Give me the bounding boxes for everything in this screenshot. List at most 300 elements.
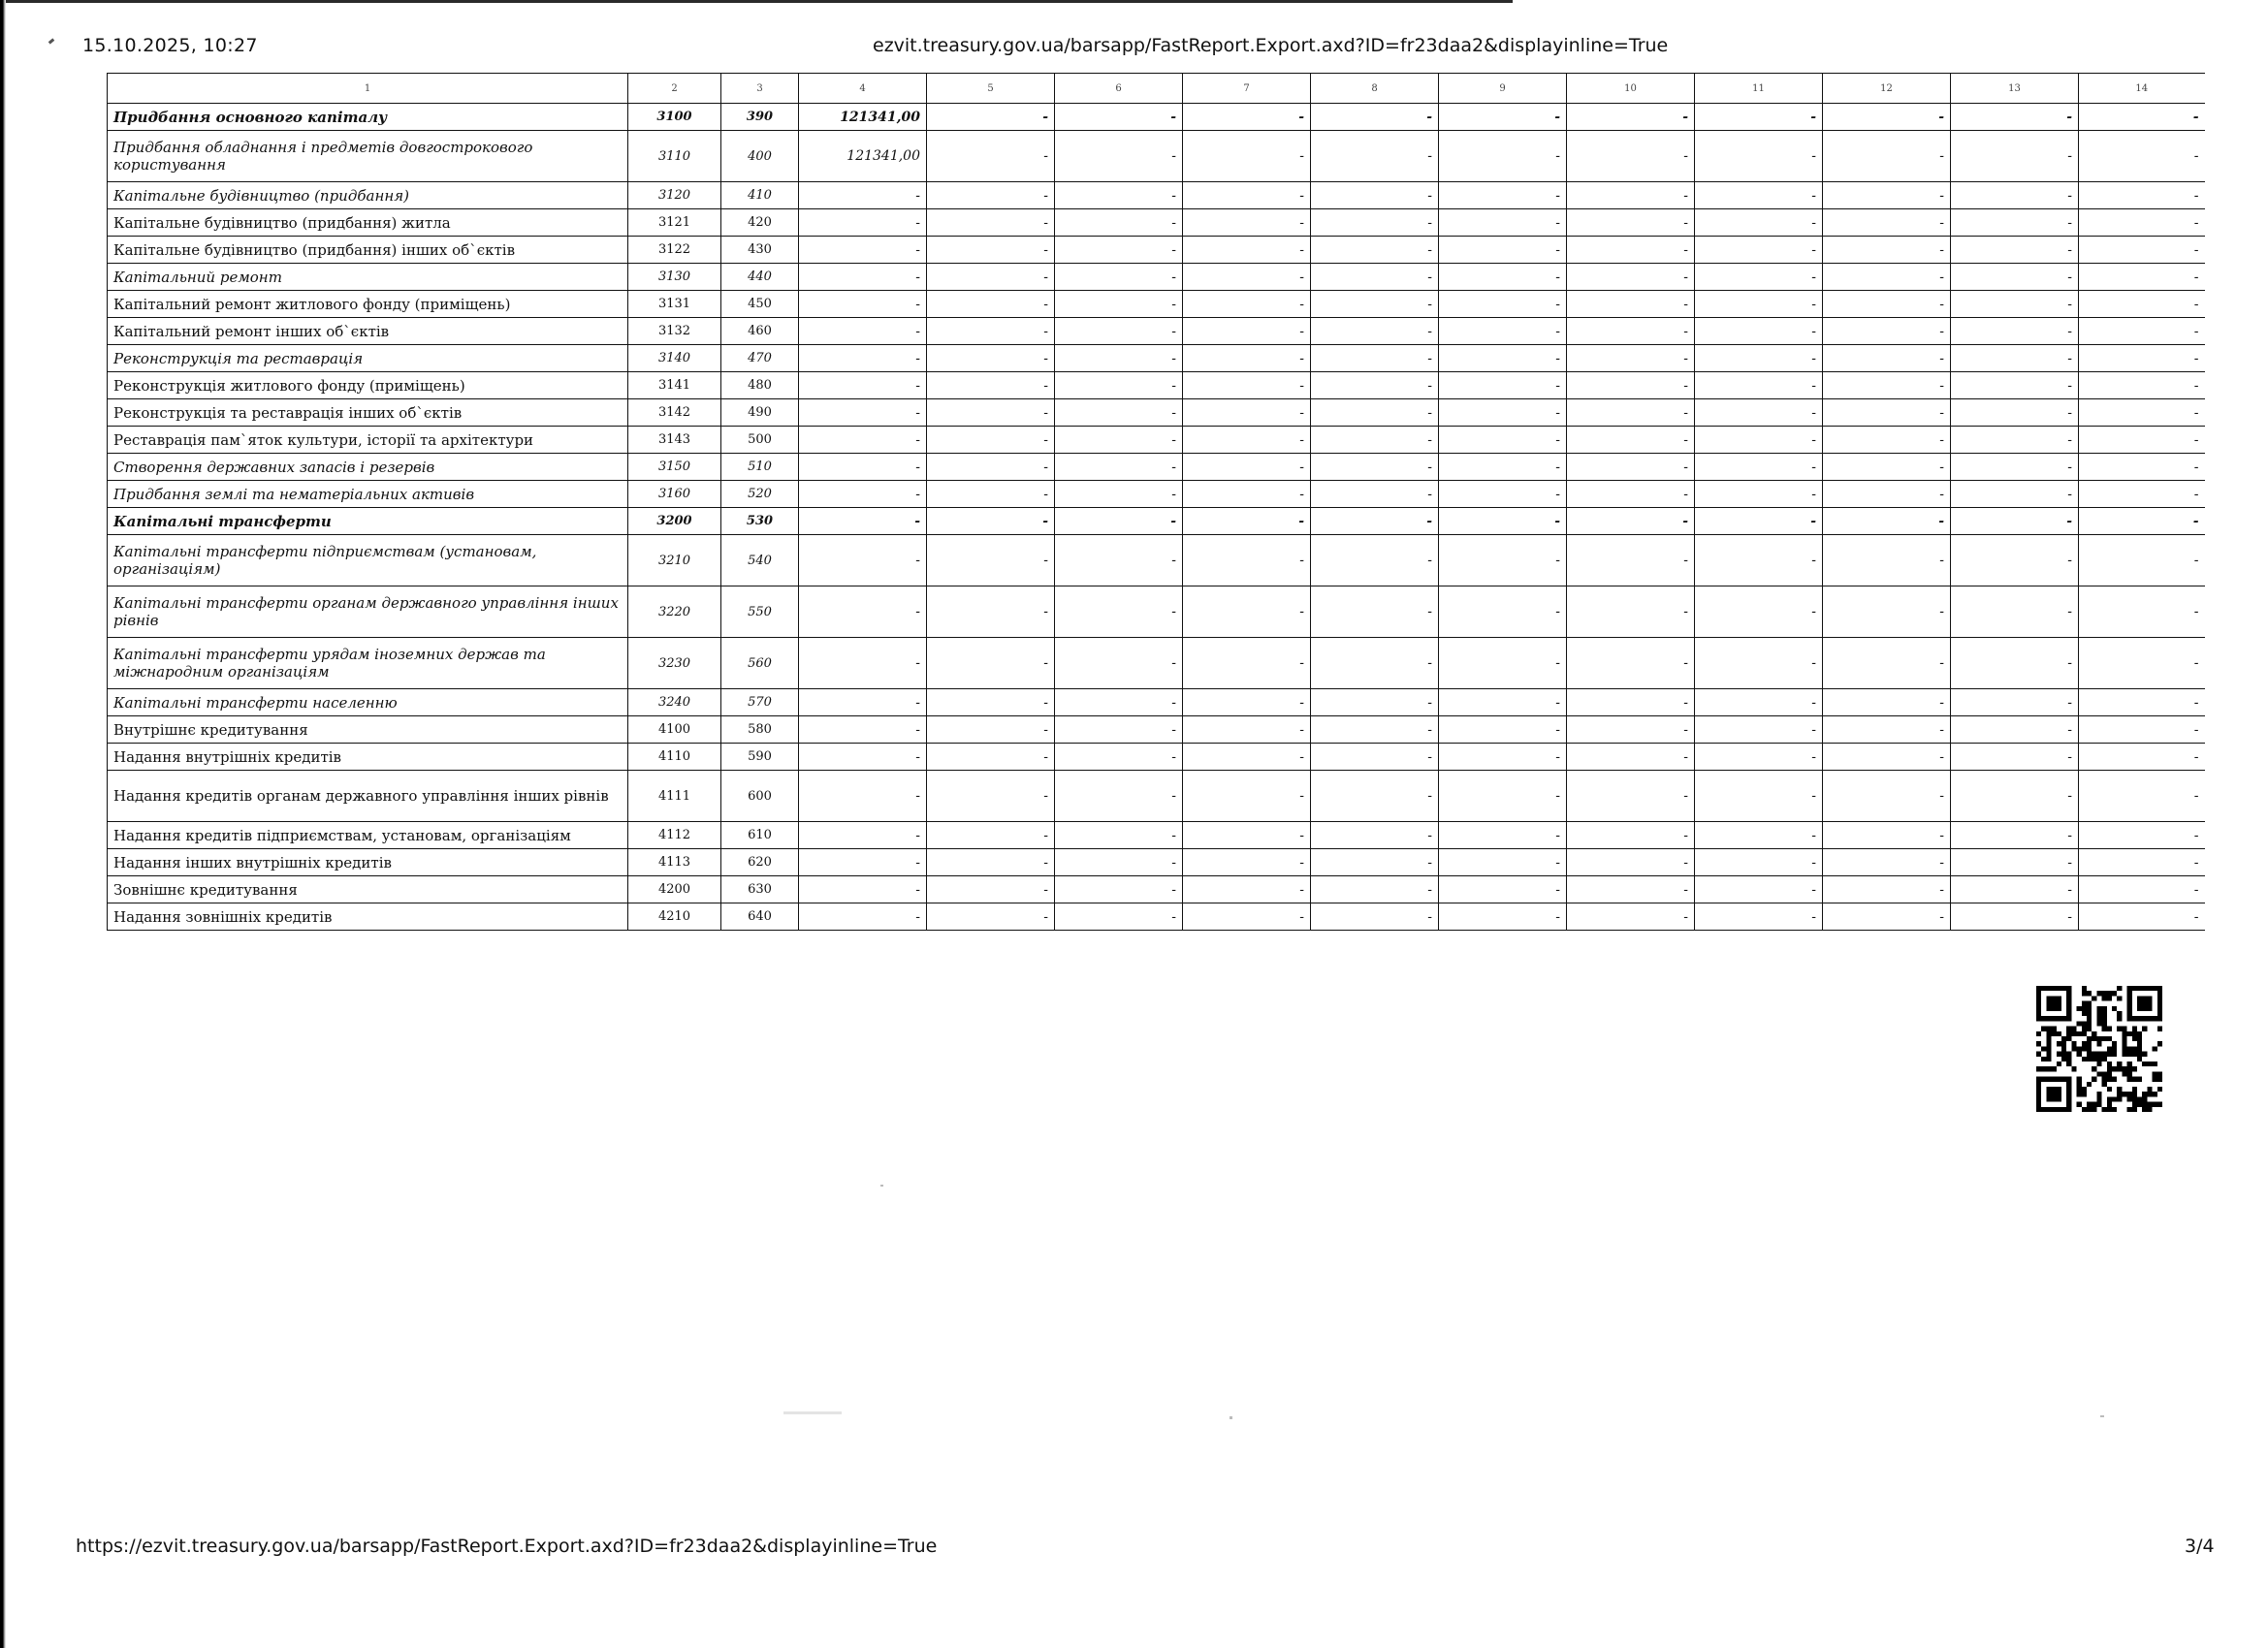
value-col-9: -	[1439, 849, 1567, 876]
value-col-9: -	[1439, 182, 1567, 209]
value-col-7: -	[1183, 237, 1311, 264]
value-col-11: -	[1695, 237, 1823, 264]
value-col-9: -	[1439, 427, 1567, 454]
value-col-6: -	[1055, 237, 1183, 264]
print-datetime: 15.10.2025, 10:27	[82, 35, 258, 56]
value-col-10: -	[1567, 876, 1695, 903]
table-row	[108, 876, 2205, 903]
value-col-14: -	[2079, 689, 2205, 716]
value-col-9: -	[1439, 372, 1567, 399]
column-number: 9	[1439, 74, 1567, 104]
value-col-6: -	[1055, 291, 1183, 318]
value-col-5: -	[927, 372, 1055, 399]
value-col-9: -	[1439, 209, 1567, 237]
value-col-7: -	[1183, 508, 1311, 535]
row-code: 510	[721, 454, 799, 481]
value-col-9: -	[1439, 716, 1567, 744]
scan-edge-top	[0, 0, 1513, 3]
indicator-name: Зовнішнє кредитування	[108, 876, 628, 903]
row-code: 550	[721, 586, 799, 638]
table-row	[108, 209, 2205, 237]
value-col-9: -	[1439, 264, 1567, 291]
print-url-footer: https://ezvit.treasury.gov.ua/barsapp/FastReport.Export.axd?ID=fr23daa2&displayinline=True	[76, 1536, 938, 1557]
value-col-6: -	[1055, 822, 1183, 849]
value-col-14: -	[2079, 131, 2205, 182]
value-col-4: -	[799, 535, 927, 586]
value-col-14: -	[2079, 399, 2205, 427]
value-col-12: -	[1823, 264, 1951, 291]
value-col-9: -	[1439, 454, 1567, 481]
kekv-code: 3140	[628, 345, 721, 372]
indicator-name: Капітальне будівництво (придбання) житла	[108, 209, 628, 237]
value-col-14: -	[2079, 427, 2205, 454]
value-col-6: -	[1055, 771, 1183, 822]
value-col-14: -	[2079, 822, 2205, 849]
kekv-code: 3120	[628, 182, 721, 209]
value-col-11: -	[1695, 427, 1823, 454]
value-col-14: -	[2079, 849, 2205, 876]
value-col-5: -	[927, 104, 1055, 131]
value-col-14: -	[2079, 508, 2205, 535]
value-col-11: -	[1695, 264, 1823, 291]
value-col-5: -	[927, 535, 1055, 586]
value-col-12: -	[1823, 508, 1951, 535]
table-row	[108, 182, 2205, 209]
value-col-14: -	[2079, 345, 2205, 372]
value-col-13: -	[1951, 716, 2079, 744]
value-col-9: -	[1439, 291, 1567, 318]
value-col-4: -	[799, 586, 927, 638]
value-col-8: -	[1311, 237, 1439, 264]
value-col-6: -	[1055, 744, 1183, 771]
kekv-code: 3122	[628, 237, 721, 264]
kekv-code: 3121	[628, 209, 721, 237]
row-code: 410	[721, 182, 799, 209]
scan-edge-left	[0, 0, 6, 1648]
table-row	[108, 345, 2205, 372]
value-col-12: -	[1823, 209, 1951, 237]
column-number: 8	[1311, 74, 1439, 104]
table-row	[108, 689, 2205, 716]
value-col-7: -	[1183, 744, 1311, 771]
value-col-9: -	[1439, 481, 1567, 508]
value-col-10: -	[1567, 454, 1695, 481]
indicator-name: Капітальні трансферти	[108, 508, 628, 535]
value-col-6: -	[1055, 182, 1183, 209]
value-col-9: -	[1439, 535, 1567, 586]
row-code: 540	[721, 535, 799, 586]
kekv-code: 3100	[628, 104, 721, 131]
kekv-code: 3230	[628, 638, 721, 689]
value-col-10: -	[1567, 399, 1695, 427]
value-col-7: -	[1183, 318, 1311, 345]
value-col-9: -	[1439, 508, 1567, 535]
indicator-name: Капітальні трансферти підприємствам (установам, організаціям)	[108, 535, 628, 586]
value-col-5: -	[927, 903, 1055, 931]
value-col-7: -	[1183, 427, 1311, 454]
value-col-13: -	[1951, 264, 2079, 291]
row-code: 430	[721, 237, 799, 264]
value-col-10: -	[1567, 291, 1695, 318]
value-col-10: -	[1567, 318, 1695, 345]
value-col-8: -	[1311, 822, 1439, 849]
value-col-8: -	[1311, 345, 1439, 372]
kekv-code: 4210	[628, 903, 721, 931]
kekv-code: 3132	[628, 318, 721, 345]
value-col-10: -	[1567, 209, 1695, 237]
value-col-7: -	[1183, 345, 1311, 372]
column-number: 1	[108, 74, 628, 104]
value-col-4: -	[799, 876, 927, 903]
kekv-code: 3130	[628, 264, 721, 291]
value-col-8: -	[1311, 291, 1439, 318]
value-col-12: -	[1823, 481, 1951, 508]
row-code: 610	[721, 822, 799, 849]
value-col-6: -	[1055, 427, 1183, 454]
kekv-code: 4100	[628, 716, 721, 744]
value-col-8: -	[1311, 849, 1439, 876]
value-col-10: -	[1567, 689, 1695, 716]
value-col-10: -	[1567, 849, 1695, 876]
value-col-12: -	[1823, 586, 1951, 638]
row-code: 400	[721, 131, 799, 182]
value-col-14: -	[2079, 771, 2205, 822]
value-col-4: -	[799, 318, 927, 345]
value-col-6: -	[1055, 535, 1183, 586]
value-col-12: -	[1823, 291, 1951, 318]
column-number: 11	[1695, 74, 1823, 104]
value-col-13: -	[1951, 372, 2079, 399]
indicator-name: Надання кредитів органам державного управління інших рівнів	[108, 771, 628, 822]
value-col-11: -	[1695, 104, 1823, 131]
table-row	[108, 903, 2205, 931]
indicator-name: Капітальні трансферти населенню	[108, 689, 628, 716]
value-col-4: -	[799, 849, 927, 876]
value-col-8: -	[1311, 876, 1439, 903]
indicator-name: Капітальні трансферти органам державного управління інших рівнів	[108, 586, 628, 638]
value-col-8: -	[1311, 771, 1439, 822]
value-col-12: -	[1823, 903, 1951, 931]
indicator-name: Капітальні трансферти урядам іноземних держав та міжнародним організаціям	[108, 638, 628, 689]
value-col-11: -	[1695, 481, 1823, 508]
value-col-10: -	[1567, 237, 1695, 264]
value-col-7: -	[1183, 638, 1311, 689]
indicator-name: Реконструкція житлового фонду (приміщень)	[108, 372, 628, 399]
value-col-10: -	[1567, 822, 1695, 849]
value-col-10: -	[1567, 744, 1695, 771]
value-col-9: -	[1439, 586, 1567, 638]
value-col-12: -	[1823, 345, 1951, 372]
value-col-5: -	[927, 237, 1055, 264]
value-col-5: -	[927, 131, 1055, 182]
table-row	[108, 237, 2205, 264]
value-col-12: -	[1823, 535, 1951, 586]
column-number: 5	[927, 74, 1055, 104]
value-col-14: -	[2079, 744, 2205, 771]
row-code: 520	[721, 481, 799, 508]
value-col-13: -	[1951, 237, 2079, 264]
kekv-code: 3160	[628, 481, 721, 508]
value-col-11: -	[1695, 716, 1823, 744]
value-col-9: -	[1439, 638, 1567, 689]
value-col-14: -	[2079, 535, 2205, 586]
table-row	[108, 638, 2205, 689]
value-col-10: -	[1567, 427, 1695, 454]
value-col-14: -	[2079, 716, 2205, 744]
table-row	[108, 131, 2205, 182]
column-number: 3	[721, 74, 799, 104]
value-col-6: -	[1055, 372, 1183, 399]
value-col-10: -	[1567, 104, 1695, 131]
table-row	[108, 822, 2205, 849]
value-col-4: -	[799, 209, 927, 237]
value-col-8: -	[1311, 182, 1439, 209]
value-col-8: -	[1311, 689, 1439, 716]
value-col-5: -	[927, 638, 1055, 689]
table-row	[108, 264, 2205, 291]
table-row	[108, 481, 2205, 508]
value-col-4: -	[799, 237, 927, 264]
value-col-13: -	[1951, 744, 2079, 771]
indicator-name: Внутрішнє кредитування	[108, 716, 628, 744]
value-col-10: -	[1567, 771, 1695, 822]
scan-mark	[48, 38, 55, 44]
value-col-5: -	[927, 345, 1055, 372]
value-col-7: -	[1183, 535, 1311, 586]
kekv-code: 3240	[628, 689, 721, 716]
print-url-header: ezvit.treasury.gov.ua/barsapp/FastReport.Export.axd?ID=fr23daa2&displayinline=True	[873, 35, 1669, 56]
value-col-8: -	[1311, 903, 1439, 931]
value-col-10: -	[1567, 508, 1695, 535]
value-col-4: -	[799, 481, 927, 508]
row-code: 560	[721, 638, 799, 689]
value-col-9: -	[1439, 399, 1567, 427]
indicator-name: Придбання основного капіталу	[108, 104, 628, 131]
value-col-12: -	[1823, 318, 1951, 345]
value-col-11: -	[1695, 771, 1823, 822]
value-col-11: -	[1695, 399, 1823, 427]
value-col-10: -	[1567, 182, 1695, 209]
value-col-12: -	[1823, 399, 1951, 427]
column-number-row	[108, 74, 2205, 104]
value-col-10: -	[1567, 535, 1695, 586]
kekv-code: 3143	[628, 427, 721, 454]
value-col-5: -	[927, 586, 1055, 638]
value-col-11: -	[1695, 822, 1823, 849]
value-col-4: -	[799, 345, 927, 372]
indicator-name: Надання кредитів підприємствам, установам, організаціям	[108, 822, 628, 849]
value-col-8: -	[1311, 535, 1439, 586]
row-code: 450	[721, 291, 799, 318]
value-col-10: -	[1567, 586, 1695, 638]
table-row	[108, 771, 2205, 822]
value-col-7: -	[1183, 689, 1311, 716]
scan-speck	[783, 1411, 842, 1414]
value-col-5: -	[927, 822, 1055, 849]
table-row	[108, 744, 2205, 771]
value-col-10: -	[1567, 716, 1695, 744]
column-number: 14	[2079, 74, 2205, 104]
value-col-11: -	[1695, 586, 1823, 638]
kekv-code: 4113	[628, 849, 721, 876]
value-col-8: -	[1311, 318, 1439, 345]
value-col-12: -	[1823, 822, 1951, 849]
value-col-5: -	[927, 291, 1055, 318]
value-col-8: -	[1311, 399, 1439, 427]
column-number: 4	[799, 74, 927, 104]
row-code: 420	[721, 209, 799, 237]
table-row	[108, 372, 2205, 399]
table-row	[108, 104, 2205, 131]
value-col-12: -	[1823, 427, 1951, 454]
table-row	[108, 427, 2205, 454]
value-col-11: -	[1695, 535, 1823, 586]
column-number: 13	[1951, 74, 2079, 104]
value-col-14: -	[2079, 454, 2205, 481]
indicator-name: Реставрація пам`яток культури, історії та архітектури	[108, 427, 628, 454]
indicator-name: Реконструкція та реставрація інших об`єктів	[108, 399, 628, 427]
value-col-4: -	[799, 689, 927, 716]
value-col-8: -	[1311, 264, 1439, 291]
value-col-8: -	[1311, 716, 1439, 744]
table-row	[108, 291, 2205, 318]
value-col-14: -	[2079, 104, 2205, 131]
value-col-13: -	[1951, 876, 2079, 903]
scan-speck	[1230, 1416, 1232, 1419]
value-col-9: -	[1439, 744, 1567, 771]
value-col-7: -	[1183, 481, 1311, 508]
value-col-13: -	[1951, 104, 2079, 131]
value-col-7: -	[1183, 372, 1311, 399]
value-col-13: -	[1951, 427, 2079, 454]
value-col-13: -	[1951, 209, 2079, 237]
kekv-code: 4112	[628, 822, 721, 849]
value-col-7: -	[1183, 903, 1311, 931]
value-col-10: -	[1567, 903, 1695, 931]
value-col-4: -	[799, 427, 927, 454]
value-col-7: -	[1183, 822, 1311, 849]
value-col-4: -	[799, 638, 927, 689]
value-col-5: -	[927, 399, 1055, 427]
value-col-9: -	[1439, 822, 1567, 849]
value-col-14: -	[2079, 903, 2205, 931]
value-col-12: -	[1823, 744, 1951, 771]
value-col-10: -	[1567, 264, 1695, 291]
value-col-5: -	[927, 209, 1055, 237]
value-col-11: -	[1695, 291, 1823, 318]
value-col-8: -	[1311, 209, 1439, 237]
value-col-11: -	[1695, 372, 1823, 399]
value-col-4: -	[799, 822, 927, 849]
value-col-4: -	[799, 716, 927, 744]
value-col-8: -	[1311, 454, 1439, 481]
value-col-4: -	[799, 372, 927, 399]
value-col-12: -	[1823, 876, 1951, 903]
value-col-14: -	[2079, 264, 2205, 291]
row-code: 500	[721, 427, 799, 454]
value-col-11: -	[1695, 318, 1823, 345]
value-col-9: -	[1439, 131, 1567, 182]
row-code: 640	[721, 903, 799, 931]
value-col-6: -	[1055, 454, 1183, 481]
row-code: 470	[721, 345, 799, 372]
value-col-13: -	[1951, 903, 2079, 931]
value-col-6: -	[1055, 264, 1183, 291]
value-col-5: -	[927, 849, 1055, 876]
value-col-8: -	[1311, 427, 1439, 454]
value-col-6: -	[1055, 104, 1183, 131]
value-col-8: -	[1311, 638, 1439, 689]
value-col-7: -	[1183, 454, 1311, 481]
row-code: 620	[721, 849, 799, 876]
value-col-6: -	[1055, 849, 1183, 876]
value-col-9: -	[1439, 903, 1567, 931]
value-col-12: -	[1823, 689, 1951, 716]
value-col-6: -	[1055, 209, 1183, 237]
value-col-5: -	[927, 481, 1055, 508]
indicator-name: Надання зовнішніх кредитів	[108, 903, 628, 931]
row-code: 440	[721, 264, 799, 291]
scan-speck	[880, 1185, 883, 1187]
value-col-8: -	[1311, 481, 1439, 508]
value-col-11: -	[1695, 345, 1823, 372]
report-table	[107, 73, 2205, 931]
indicator-name: Капітальний ремонт інших об`єктів	[108, 318, 628, 345]
value-col-9: -	[1439, 237, 1567, 264]
value-col-7: -	[1183, 182, 1311, 209]
value-col-7: -	[1183, 771, 1311, 822]
value-col-13: -	[1951, 508, 2079, 535]
page-number: 3/4	[2185, 1536, 2215, 1557]
table-row	[108, 454, 2205, 481]
value-col-8: -	[1311, 104, 1439, 131]
value-col-6: -	[1055, 638, 1183, 689]
value-col-8: -	[1311, 508, 1439, 535]
value-col-7: -	[1183, 399, 1311, 427]
indicator-name: Надання інших внутрішніх кредитів	[108, 849, 628, 876]
value-col-7: -	[1183, 104, 1311, 131]
indicator-name: Надання внутрішніх кредитів	[108, 744, 628, 771]
value-col-6: -	[1055, 318, 1183, 345]
value-col-4: -	[799, 454, 927, 481]
value-col-7: -	[1183, 209, 1311, 237]
value-col-4: -	[799, 182, 927, 209]
value-col-14: -	[2079, 209, 2205, 237]
column-number: 12	[1823, 74, 1951, 104]
value-col-6: -	[1055, 876, 1183, 903]
value-col-13: -	[1951, 318, 2079, 345]
value-col-14: -	[2079, 481, 2205, 508]
value-col-7: -	[1183, 586, 1311, 638]
value-col-5: -	[927, 182, 1055, 209]
row-code: 530	[721, 508, 799, 535]
table-row	[108, 716, 2205, 744]
value-col-14: -	[2079, 182, 2205, 209]
value-col-9: -	[1439, 104, 1567, 131]
value-col-4: 121341,00	[799, 104, 927, 131]
value-col-7: -	[1183, 131, 1311, 182]
value-col-11: -	[1695, 209, 1823, 237]
value-col-13: -	[1951, 345, 2079, 372]
value-col-5: -	[927, 771, 1055, 822]
indicator-name: Створення державних запасів і резервів	[108, 454, 628, 481]
value-col-11: -	[1695, 131, 1823, 182]
kekv-code: 3210	[628, 535, 721, 586]
value-col-10: -	[1567, 131, 1695, 182]
row-code: 490	[721, 399, 799, 427]
scan-speck	[2100, 1415, 2104, 1417]
value-col-6: -	[1055, 399, 1183, 427]
